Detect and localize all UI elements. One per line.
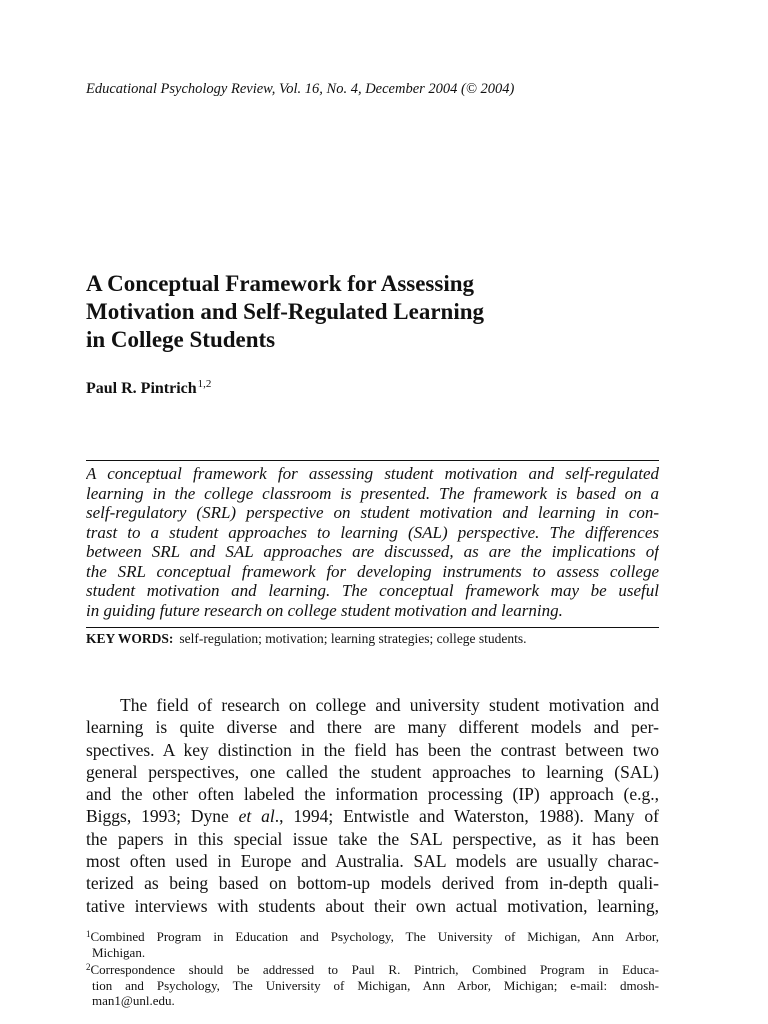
italic-citation: et al xyxy=(238,806,275,827)
keywords xyxy=(86,631,527,647)
abstract-line: trast to a student approaches to learning (SAL) perspective. The differences xyxy=(86,522,659,542)
abstract-line: student motivation and learning. The conceptual framework may be useful xyxy=(86,581,659,600)
abstract-top-rule xyxy=(86,460,659,461)
abstract-line: learning in the college classroom is presented. The framework is based on a xyxy=(86,483,659,503)
body-line: spectives. A key distinction in the field has been the contrast between two xyxy=(86,739,659,760)
footnote-mark: 1 xyxy=(86,929,91,939)
body-line: learning is quite diverse and there are many different models and per- xyxy=(86,717,659,738)
body-line: general perspectives, one called the student approaches to learning (SAL) xyxy=(86,761,659,782)
footnote-text: Correspondence should be addressed to Paul R. Pintrich, Combined Program in Educa- xyxy=(90,962,659,977)
footnotes xyxy=(86,927,659,1009)
footnote-line: Michigan. xyxy=(92,944,146,960)
body-line: the papers in this special issue take the SAL perspective, as it has been xyxy=(86,828,659,849)
abstract-bottom-rule xyxy=(86,627,659,628)
body-line: most often used in Europe and Australia. SAL models are usually charac- xyxy=(86,851,659,872)
keywords-label: KEY WORDS: xyxy=(86,631,174,646)
body-line: Biggs, 1993; Dyne et al., 1994; Entwistle and Waterston, 1988). Many of xyxy=(86,806,659,827)
abstract-line: self-regulatory (SRL) perspective on student motivation and learning in con- xyxy=(86,503,659,522)
author-name: Paul R. Pintrich xyxy=(86,380,197,397)
affiliation-marks: 1,2 xyxy=(197,378,212,390)
body-line: and the other often labeled the information processing (IP) approach (e.g., xyxy=(86,784,659,805)
footnote xyxy=(86,960,659,1009)
footnote-text: Combined Program in Education and Psychology, The University of Michigan, Ann Arbor, xyxy=(90,929,659,944)
title-line: Motivation and Self-Regulated Learning xyxy=(86,299,485,324)
author-line xyxy=(86,378,211,398)
abstract-line: the SRL conceptual framework for developing instruments to assess college xyxy=(86,561,659,581)
footnote-line: tion and Psychology, The University of Michigan, Ann Arbor, Michigan; e-mail: dmosh- xyxy=(92,977,659,993)
body-text xyxy=(86,694,659,917)
title-line: A Conceptual Framework for Assessing xyxy=(86,271,475,296)
footnote-line xyxy=(86,960,659,978)
abstract-line: in guiding future research on college student motivation and learning. xyxy=(86,600,563,620)
body-line: terized as being based on bottom-up models derived from in-depth quali- xyxy=(86,873,659,894)
footnote-line xyxy=(86,927,659,945)
abstract-line: A conceptual framework for assessing student motivation and self-regulated xyxy=(86,464,659,483)
body-line: The field of research on college and university student motivation and xyxy=(120,695,659,715)
body-line: tative interviews with students about their own actual motivation, learning, xyxy=(86,895,659,916)
article-page xyxy=(86,0,659,1024)
journal-citation: Educational Psychology Review, Vol. 16, No. 4, December 2004 (© 2004) xyxy=(86,81,515,97)
footnote xyxy=(86,927,659,960)
abstract-line: between SRL and SAL approaches are discussed, as are the implications of xyxy=(86,542,659,561)
abstract xyxy=(86,464,659,620)
title-line: in College Students xyxy=(86,327,276,352)
article-title xyxy=(86,270,484,354)
footnote-mark: 2 xyxy=(86,962,91,972)
footnote-line: man1@unl.edu. xyxy=(92,993,175,1008)
keywords-text: self-regulation; motivation; learning strategies; college students. xyxy=(179,631,527,646)
